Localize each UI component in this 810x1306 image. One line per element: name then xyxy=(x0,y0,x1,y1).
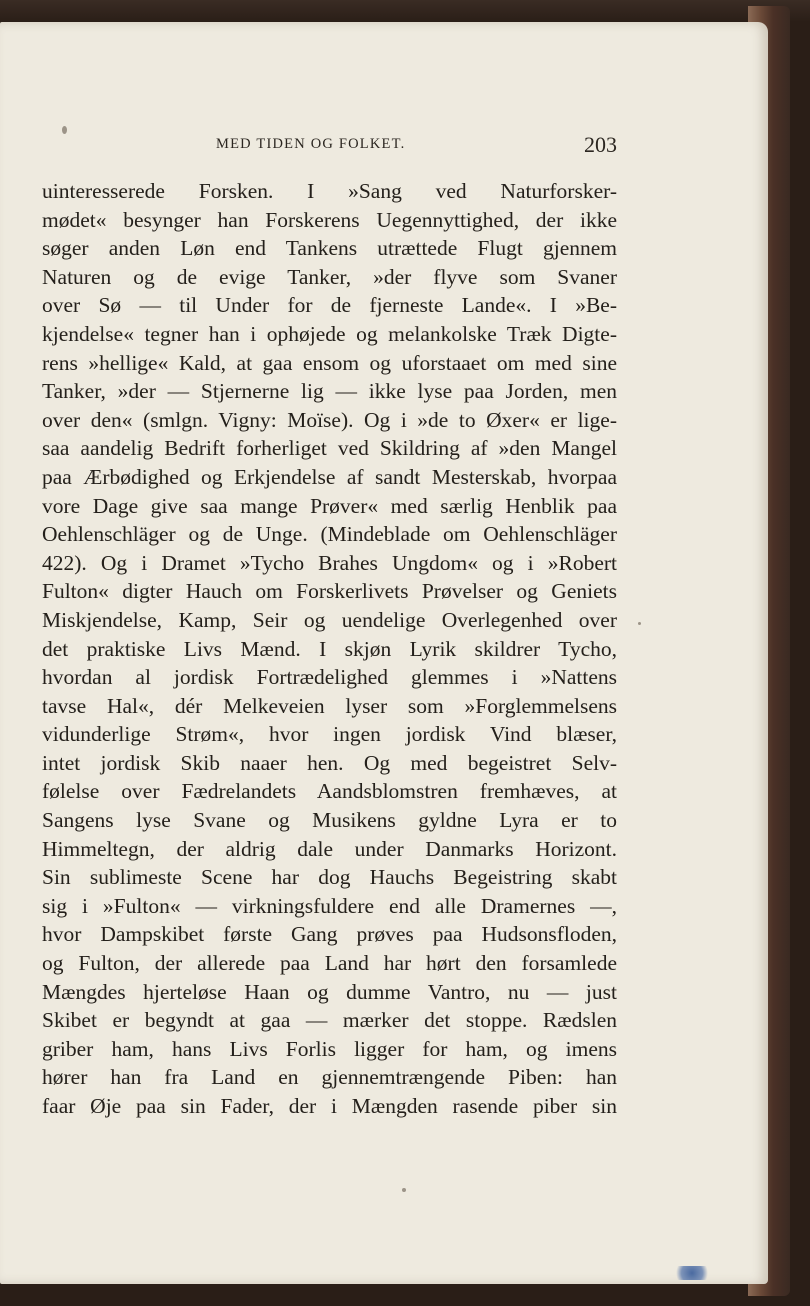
text-line: rens »hellige« Kald, at gaa ensom og uforstaaet om med sine xyxy=(42,350,617,375)
text-line: Miskjendelse, Kamp, Seir og uendelige Overlegenhed over xyxy=(42,607,617,632)
text-line: mødet« besynger han Forskerens Uegennyttighed, der ikke xyxy=(42,207,617,232)
text-line: og Fulton, der allerede paa Land har hørt den forsamlede xyxy=(42,951,617,976)
page-number: 203 xyxy=(584,132,617,157)
text-line: kjendelse« tegner han i ophøjede og melankolske Træk Digte- xyxy=(42,321,617,346)
text-line: Skibet er begyndt at gaa — mærker det stoppe. Rædslen xyxy=(42,1008,617,1033)
text-line: Himmeltegn, der aldrig dale under Danmarks Horizont. xyxy=(42,836,617,861)
text-line: 422). Og i Dramet »Tycho Brahes Ungdom« og i »Robert xyxy=(42,550,617,575)
text-line: følelse over Fædrelandets Aandsblomstren fremhæves, at xyxy=(42,779,617,804)
text-line: Tanker, »der — Stjernerne lig — ikke lyse paa Jorden, men xyxy=(42,379,617,404)
text-line: Sin sublimeste Scene har dog Hauchs Begeistring skabt xyxy=(42,865,617,890)
running-head xyxy=(0,132,620,157)
paper-speck xyxy=(638,622,641,625)
text-line: hvordan al jordisk Fortrædelighed glemmes i »Nattens xyxy=(42,665,617,690)
text-line: det praktiske Livs Mænd. I skjøn Lyrik skildrer Tycho, xyxy=(42,636,617,661)
ink-stamp-mark xyxy=(672,1266,712,1280)
text-line: søger anden Løn end Tankens utrættede Flugt gjennem xyxy=(42,236,617,261)
running-title: MED TIDEN OG FOLKET. xyxy=(216,136,406,152)
text-line: uinteresserede Forsken. I »Sang ved Naturforsker- xyxy=(42,179,617,203)
text-line: over Sø — til Under for de fjerneste Lande«. I »Be- xyxy=(42,293,617,318)
text-line: tavse Hal«, dér Melkeveien lyser som »Forglemmelsens xyxy=(42,693,617,718)
text-line: saa aandelig Bedrift forherliget ved Skildring af »den Mangel xyxy=(42,436,617,461)
paper-speck xyxy=(62,126,67,134)
text-line: hører han fra Land en gjennemtrængende Piben: han xyxy=(42,1065,617,1090)
paper-speck xyxy=(402,1188,406,1192)
text-line: sig i »Fulton« — virkningsfuldere end alle Dramernes —, xyxy=(42,893,617,918)
text-line: paa Ærbødighed og Erkjendelse af sandt Mesterskab, hvorpaa xyxy=(42,464,617,489)
book-top-edge xyxy=(0,0,810,22)
text-line: vidunderlige Strøm«, hvor ingen jordisk Vind blæser, xyxy=(42,722,617,747)
text-line: Oehlenschläger og de Unge. (Mindeblade om Oehlenschläger xyxy=(42,522,617,547)
text-line: Mængdes hjerteløse Haan og dumme Vantro, nu — just xyxy=(42,979,617,1004)
text-line: vore Dage give saa mange Prøver« med særlig Henblik paa xyxy=(42,493,617,518)
body-text xyxy=(42,177,617,1121)
text-line: hvor Dampskibet første Gang prøves paa Hudsonsfloden, xyxy=(42,922,617,947)
text-line: over den« (smlgn. Vigny: Moïse). Og i »de to Øxer« er lige- xyxy=(42,407,617,432)
text-line: Naturen og de evige Tanker, »der flyve som Svaner xyxy=(42,264,617,289)
text-line: Sangens lyse Svane og Musikens gyldne Lyra er to xyxy=(42,808,617,833)
text-line: intet jordisk Skib naaer hen. Og med begeistret Selv- xyxy=(42,750,617,775)
text-line: griber ham, hans Livs Forlis ligger for ham, og imens xyxy=(42,1036,617,1061)
text-line: faar Øje paa sin Fader, der i Mængden rasende piber sin xyxy=(42,1094,617,1118)
text-line: Fulton« digter Hauch om Forskerlivets Prøvelser og Geniets xyxy=(42,579,617,604)
